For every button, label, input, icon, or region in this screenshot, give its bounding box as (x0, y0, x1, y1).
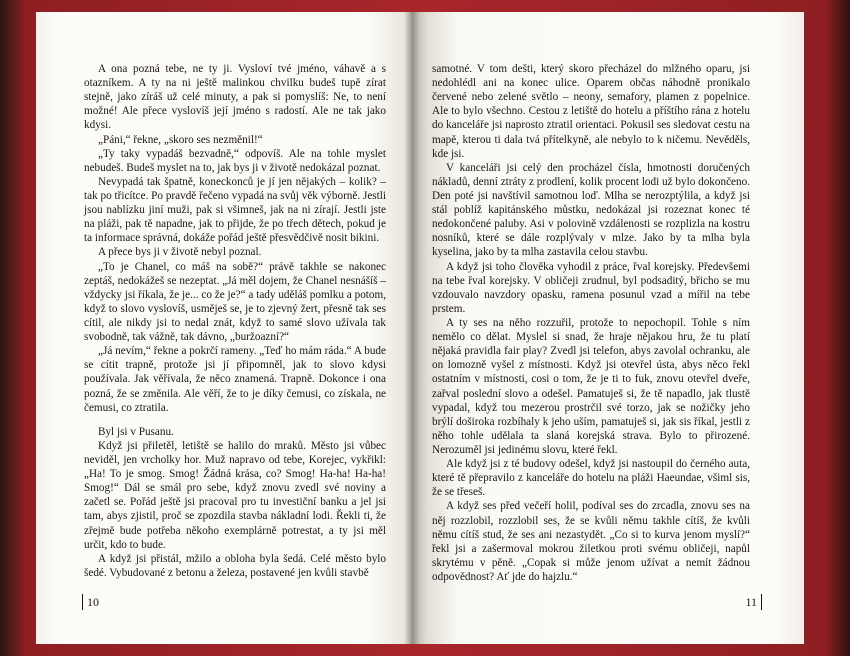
paragraph: V kanceláři jsi celý den procházel čísla, hmotnosti doručených nákladů, denní ztráty z prodlení, kolik procent lodi už bylo dokončeno. Den poté jsi navštívil samotnou loď. Mlha se nerozptýlila, a když jsi stál poblíž kapitánského můstku, nedokázal jsi rozeznat konec té nedokončené paluby. Asi v polovině vzdálenosti se rozplizla na kostru nosníků, které se dále rozplývaly v mlze. Jako by ta mlha byla kyselina, jako by ta mlha zastavila celou stavbu. (432, 161, 750, 259)
paragraph: Když jsi přiletěl, letiště se halilo do mraků. Město jsi vůbec neviděl, jen vrcholky hor. Muž napravo od tebe, Korejec, vykřikl: „Ha! To je smog. Smog! Žádná krása, co? Smog! Ha-ha! Ha-ha! Smog!“ Dál se smál pro sebe, když znovu zvedl své noviny a začetl se. Pořád ještě jsi pracoval pro tu investiční banku a jel jsi tam, abys zjistil, proč se zpozdila stavba nákladní lodi. Řekli ti, že zřejmě bude potřeba někoho exemplárně potrestat, a ty jsi měl určit, kdo to bude. (84, 439, 386, 551)
paragraph: A přece bys ji v životě nebyl poznal. (98, 246, 262, 259)
paragraph: „To je Chanel, co máš na sobě?“ právě takhle se nakonec zeptáš, nedokážeš se nezeptat. „Já měl dojem, že Chanel nesnášíš – vždycky jsi říkala, že je... co že je?“ a tady uděláš pomlku a potom, když to slovo vyslovíš, usměješ se, je to zjevný žert, přesně tak ses cítil, ale nikdy jsi to nedal znát, když to samé slovo užívala tak svobodně, tak vážně, tak dávno, „buržoazní?“ (84, 260, 386, 344)
paragraph: „Já nevím,“ řekne a pokrčí rameny. „Teď ho mám ráda.“ A bude se cítit trapně, protože jsi jí připomněl, jak to slovo kdysi používala. Jak věřívala, že něco znamená. Trapně. Dokonce i ona pozná, že se změnila. Ale věří, že to je díky čemusi, co získala, ne čemusi, co ztratila. (84, 345, 386, 414)
right-page-text (432, 62, 750, 584)
left-page-text (84, 62, 386, 580)
paragraph: A ona pozná tebe, ne ty ji. Vysloví tvé jméno, váhavě a s otazníkem. A ty na ni ještě malinkou chvilku budeš tupě zírat stejně, jako zíráš už celé minuty, a pak si pomyslíš: Ne, to není možné! Ale přece vyslovíš její jméno s radostí. Ale ne tak jako kdysi. (84, 63, 386, 132)
page-number: 11 (745, 594, 762, 610)
paragraph: „Ty taky vypadáš bezvadně,“ odpovíš. Ale na tohle myslet nebudeš. Budeš myslet na to, jak bys ji v životě nedokázal poznat. (84, 147, 386, 174)
right-page (412, 12, 804, 644)
paragraph: samotné. V tom dešti, který skoro přecházel do mlžného oparu, jsi nedohlédl ani na konec ulice. Oparem občas náhodně pronikalo červené nebo zelené světlo – neony, semafory, plamen z popelnice. Ale to bylo všechno. Cestou z letiště do hotelu a příštího rána z hotelu do kanceláře jsi naprosto ztratil orientaci. Pokusil ses sledovat cestu na mapě, kterou ti dala tvá přítelkyně, ale nebylo to k ničemu. Nevěděls, kde jsi. (432, 63, 750, 160)
paragraph: A když ses před večeří holil, podíval ses do zrcadla, znovu ses na něj rozzlobil, rozzlobil ses, že se kvůli němu takhle cítíš, že kvůli němu cítíš stud, že ses ani nezastydět. „Co si to kurva jenom myslí?“ řekl jsi a zašermoval mokrou žiletkou proti svému obličeji, napůl skrytému v pěně. „Copak si může jenom užívat a nemít žádnou odpovědnost? Ať jde do hajzlu.“ (432, 500, 750, 583)
paragraph: „Páni,“ řekne, „skoro ses nezměnil!“ (98, 133, 263, 146)
paragraph: Nevypadá tak špatně, koneckonců je jí jen nějakých – kolik? – tak po třicítce. Po pravdě řečeno vypadá na svůj věk výborně. Jestli jsou nablízku jiní muži, pak si všimneš, jak na ni zírají. Jestli jste na pláži, pak tě napadne, jak to přijde, že po třech dětech, pokud je ta informace správná, dokáže pořád ještě přesvědčivě nosit bikini. (84, 175, 386, 245)
paragraph: A když jsi toho člověka vyhodil z práce, řval korejsky. Předevšemi na tebe řval korejsky. V obličeji zrudnul, byl podsaditý, břicho se mu vzdouvalo navzdory opasku, ramena posunul vzad a mířil na tebe prstem. (432, 260, 750, 315)
page-number: 10 (82, 594, 99, 610)
left-page (36, 12, 412, 644)
paragraph: A když jsi přistál, mžilo a obloha byla šedá. Celé město bylo šedé. Vybudované z betonu a železa, postavené jen kvůli stavbě (84, 552, 386, 579)
paragraph: Byl jsi v Pusanu. (98, 425, 174, 438)
paragraph: A ty ses na něho rozzuřil, protože to nepochopil. Tohle s ním nemělo co dělat. Myslel si snad, že hraje nějakou hru, že tu platí nějaká pravidla fair play? Zvedl jsi telefon, abys zavolal ochranku, ale on lomozně vyšel z místnosti. Když jsi otevřel ústa, abys něco řekl ostatním v místnosti, cosi o tom, že je ti to fuk, znovu otevřel dveře, zařval poslední slovo a odešel. Pamatuješ si, že tě napadlo, jak tlustě vypadal, když tou mezerou prostrčil své torzo, jak se nožičky jeho brýlí doširoka rozbíhaly k jeho uším, pamatuješ si, jak sis říkal, jestli z něho tohle udělala ta slaná korejská strava. Bylo to přirozené. Nerozuměl jsi jedinému slovu, které řekl. (432, 316, 750, 456)
paragraph: Ale když jsi z té budovy odešel, když jsi nastoupil do černého auta, které tě přepravilo z kanceláře do hotelu na pláži Haeundae, všiml sis, že se třeseš. (432, 458, 750, 499)
book-gutter (404, 12, 420, 644)
